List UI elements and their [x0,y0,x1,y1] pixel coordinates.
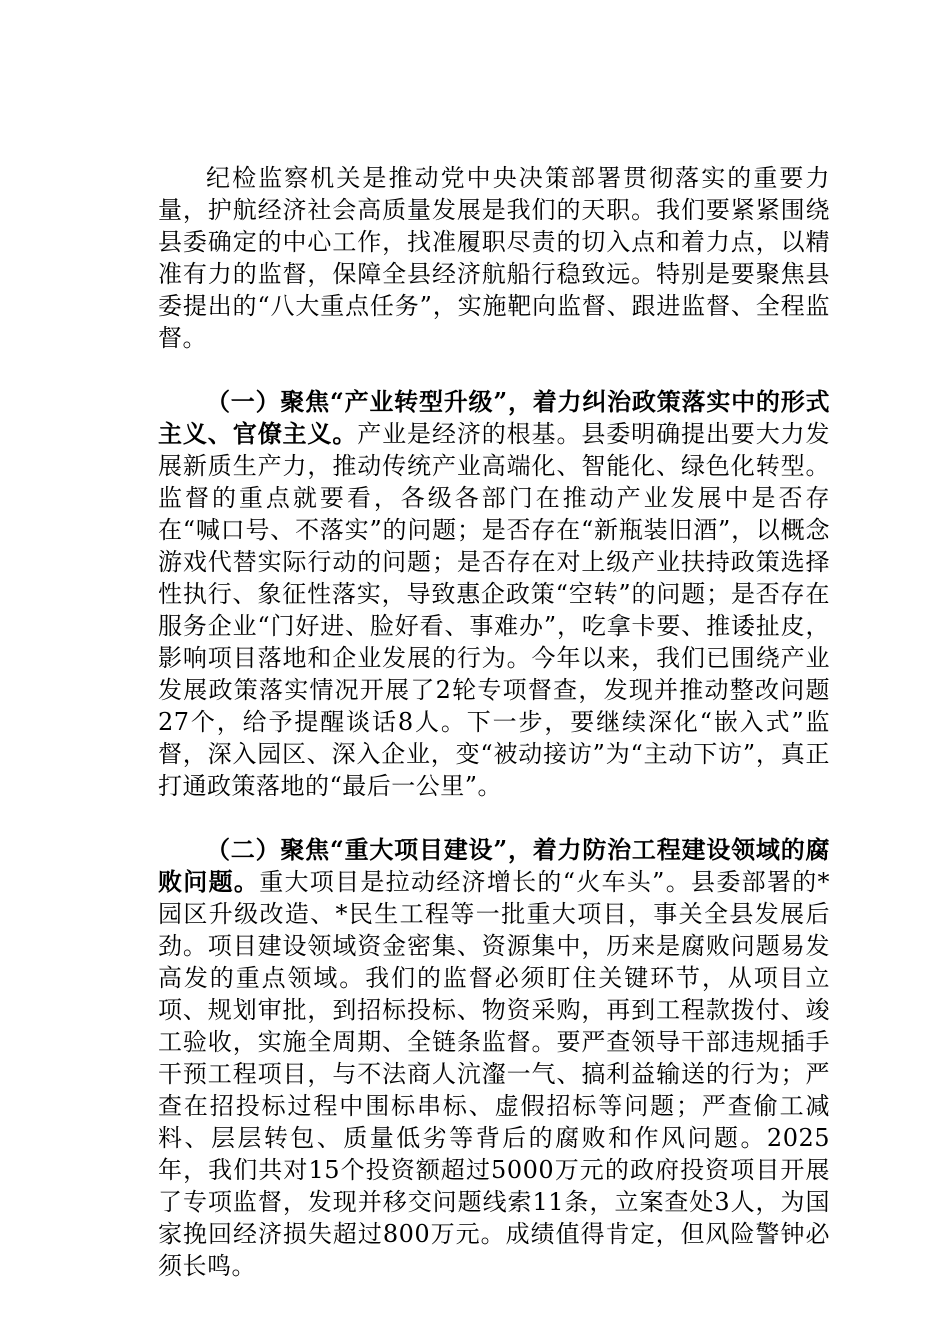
paragraph-body: 纪检监察机关是推动党中央决策部署贯彻落实的重要力量，护航经济社会高质量发展是我们的天职。我们要紧紧围绕县委确定的中心工作，找准履职尽责的切入点和着力点，以精准有力的监督，保障全县经济航船行稳致远。特别是要聚焦县委提出的“八大重点任务”，实施靶向监督、跟进监督、全程监督。 [158,164,830,352]
section-one-heading: （一）聚焦“产业转型升级”，着力纠治政策落实中的形式主义、官僚主义。 [158,387,830,448]
section-one-body: 产业是经济的根基。县委明确提出要大力发展新质生产力，推动传统产业高端化、智能化、绿色化转型。监督的重点就要看，各级各部门在推动产业发展中是否存在“喊口号、不落实”的问题；是否存在“新瓶装旧酒”，以概念游戏代替实际行动的问题；是否存在对上级产业扶持政策选择性执行、象征性落实，导致惠企政策“空转”的问题；是否存在服务企业“门好进、脸好看、事难办”，吃拿卡要、推诿扯皮，影响项目落地和企业发展的行为。今年以来，我们已围绕产业发展政策落实情况开展了2轮专项督查，发现并推动整改问题27个，给予提醒谈话8人。下一步，要继续深化“嵌入式”监督，深入园区、深入企业，变“被动接访”为“主动下访”，真正打通政策落地的“最后一公里”。 [158,420,831,800]
section-one-paragraph [158,386,830,802]
section-two-body: 重大项目是拉动经济增长的“火车头”。县委部署的*园区升级改造、*民生工程等一批重大项目，事关全县发展后劲。项目建设领域资金密集、资源集中，历来是腐败问题易发高发的重点领域。我们的监督必须盯住关键环节，从项目立项、规划审批，到招标投标、物资采购，再到工程款拨付、竣工验收，实施全周期、全链条监督。要严查领导干部违规插手干预工程项目，与不法商人沆瀣一气、搞利益输送的行为；严查在招投标过程中围标串标、虚假招标等问题；严查偷工减料、层层转包、质量低劣等背后的腐败和作风问题。2025年，我们共对15个投资额超过5000万元的政府投资项目开展了专项监督，发现并移交问题线索11条，立案查处3人，为国家挽回经济损失超过800万元。成绩值得肯定，但风险警钟必须长鸣。 [158,868,830,1280]
intro-paragraph [158,162,830,354]
section-two-paragraph [158,834,830,1282]
section-two-heading: （二）聚焦“重大项目建设”，着力防治工程建设领域的腐败问题。 [158,835,830,896]
document-page [158,162,830,1282]
